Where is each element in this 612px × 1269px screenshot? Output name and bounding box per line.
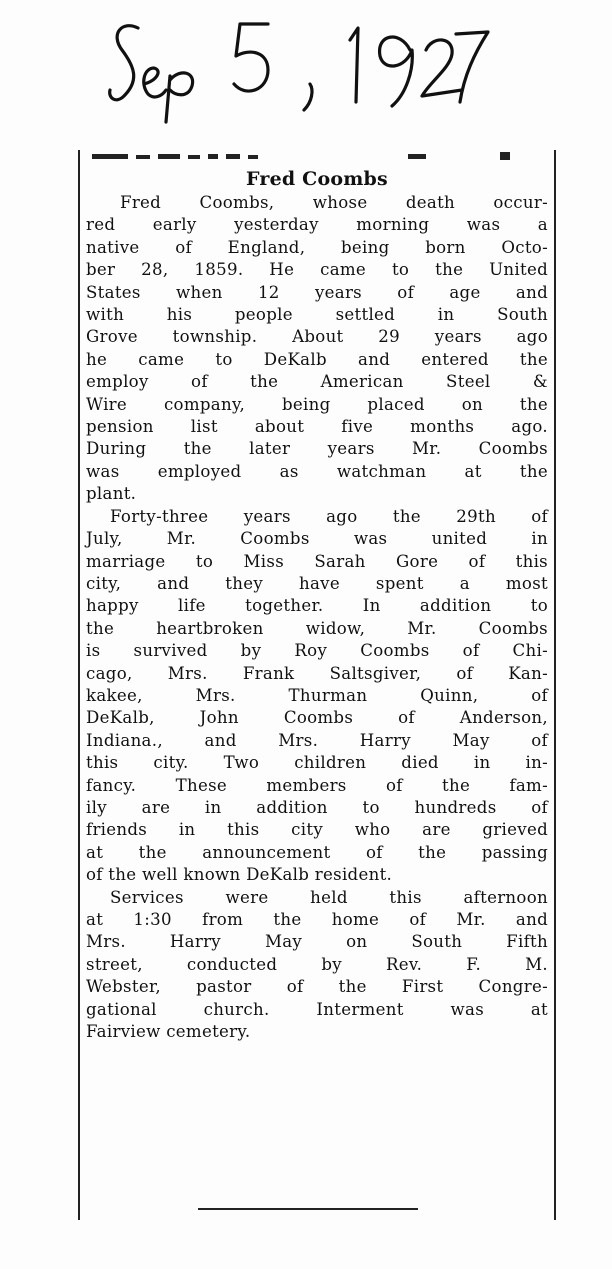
text-line: Grove township. About 29 years ago — [86, 327, 548, 347]
column-rule-left — [78, 150, 80, 1220]
text-line: cago, Mrs. Frank Saltsgiver, of Kan- — [86, 663, 548, 683]
text-line: Indiana., and Mrs. Harry May of — [86, 730, 548, 750]
text-line: Forty-three years ago the 29th of — [110, 506, 548, 526]
text-line: ily are in addition to hundreds of — [86, 797, 548, 817]
text-line: fancy. These members of the fam- — [86, 775, 548, 795]
article-end-rule — [198, 1208, 418, 1210]
text-line: pension list about five months ago. — [86, 417, 548, 437]
text-line: Fred Coombs, whose death occur- — [120, 193, 548, 212]
text-line: the heartbroken widow, Mr. Coombs — [86, 618, 548, 638]
text-line: at the announcement of the passing — [86, 842, 548, 862]
text-line: ber 28, 1859. He came to the United — [86, 260, 548, 280]
text-line: During the later years Mr. Coombs — [86, 439, 548, 459]
text-line: States when 12 years of age and — [86, 282, 548, 302]
handwritten-date — [100, 10, 490, 130]
text-line: city, and they have spent a most — [86, 573, 548, 593]
text-line: of the well known DeKalb resident. — [86, 865, 393, 885]
text-line: July, Mr. Coombs was united in — [86, 529, 548, 549]
text-line: marriage to Miss Sarah Gore of this — [86, 551, 548, 571]
article-headline: Fred Coombs — [246, 168, 388, 190]
column-rule-right — [554, 150, 556, 1220]
text-line: is survived by Roy Coombs of Chi- — [86, 641, 548, 661]
article-body — [86, 192, 548, 1043]
text-line: plant. — [86, 484, 137, 504]
newspaper-clipping — [78, 150, 556, 1220]
text-line: Wire company, being placed on the — [86, 394, 548, 414]
text-line: with his people settled in South — [86, 305, 548, 325]
text-line: employ of the American Steel & — [86, 372, 548, 392]
text-line: kakee, Mrs. Thurman Quinn, of — [86, 685, 548, 705]
text-line: this city. Two children died in in- — [86, 753, 548, 773]
text-line: Services were held this afternoon — [110, 887, 548, 907]
text-line: native of England, being born Octo- — [86, 237, 548, 257]
text-line: red early yesterday morning was a — [86, 215, 548, 235]
text-line: gational church. Interment was at — [86, 999, 548, 1019]
text-line: DeKalb, John Coombs of Anderson, — [86, 708, 548, 728]
text-line: Fairview cemetery. — [86, 1022, 251, 1042]
clipped-text-fragment — [88, 152, 518, 162]
text-line: Webster, pastor of the First Congre- — [86, 977, 548, 997]
text-line: was employed as watchman at the — [86, 461, 548, 481]
text-line: Mrs. Harry May on South Fifth — [86, 932, 548, 952]
text-line: street, conducted by Rev. F. M. — [86, 954, 548, 974]
text-line: at 1:30 from the home of Mr. and — [86, 910, 548, 929]
text-line: happy life together. In addition to — [86, 596, 548, 616]
text-line: he came to DeKalb and entered the — [86, 349, 548, 369]
text-line: friends in this city who are grieved — [86, 820, 548, 840]
